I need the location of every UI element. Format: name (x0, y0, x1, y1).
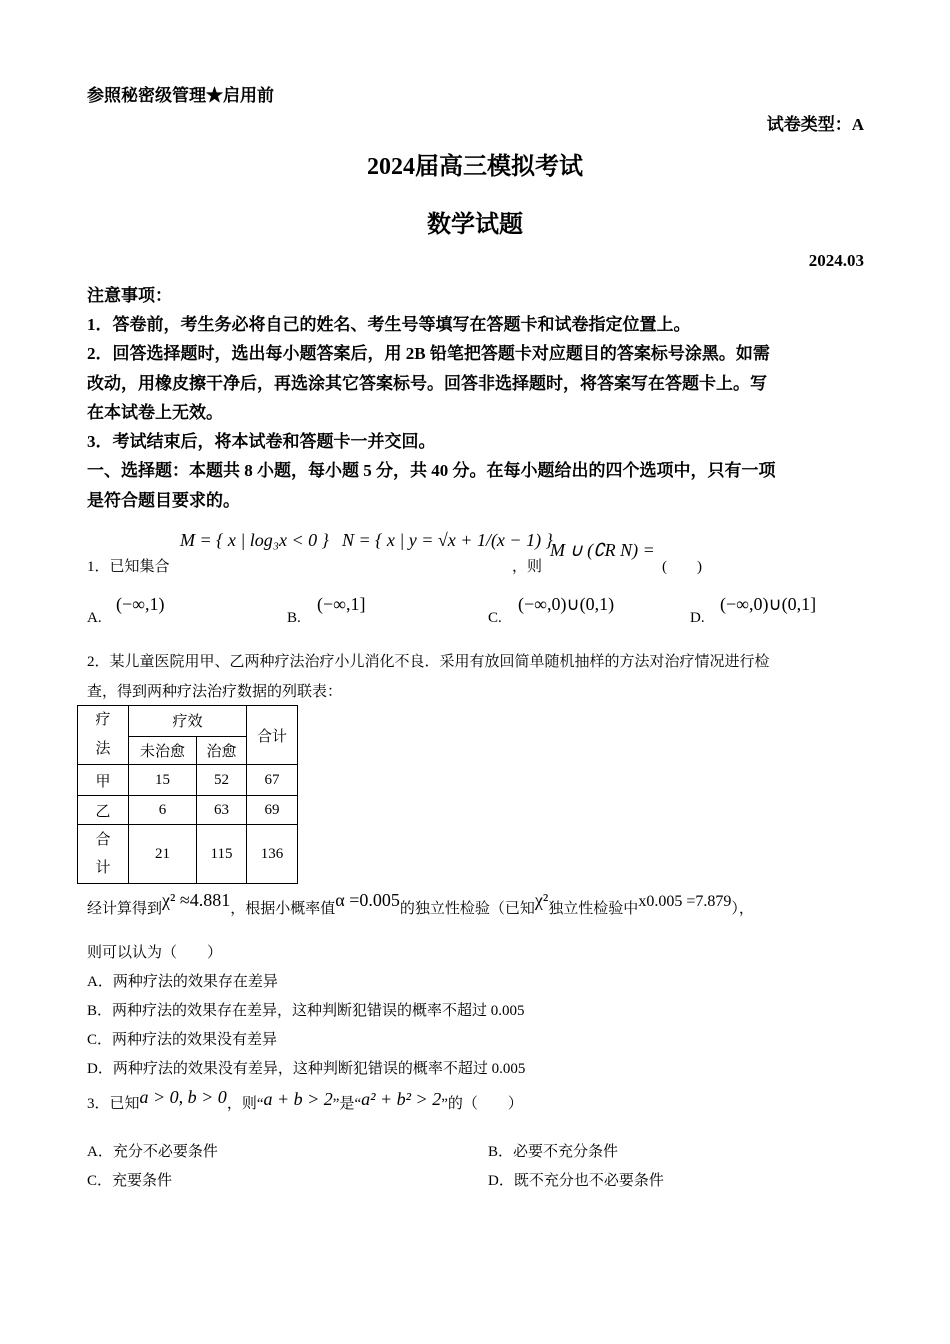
alpha-value: α =0.005 (335, 890, 400, 910)
cell: 甲 (78, 765, 129, 796)
q1-prefix: 1．已知集合 (87, 559, 170, 575)
q3-option-c: C．充要条件 (87, 1173, 173, 1189)
q2-ask: 则可以认为（ ） (87, 945, 223, 961)
q1-option-a-value: (−∞,1) (116, 594, 165, 614)
text: ”是“ (332, 1096, 362, 1112)
q1-option-c-label: C. (488, 610, 502, 626)
q2-text-cont: 查，得到两种疗法治疗数据的列联表： (87, 684, 343, 700)
section-heading-cont: 是符合题目要求的。 (87, 491, 240, 510)
q2-option-b: B．两种疗法的效果存在差异，这种判断犯错误的概率不超过 0.005 (87, 1003, 525, 1019)
q3-statement-q: a² + b² > 2 (361, 1089, 442, 1109)
q3-condition: a > 0, b > 0 (139, 1087, 227, 1107)
cell: 69 (247, 796, 298, 825)
q3-option-d: D．既不充分也不必要条件 (488, 1173, 664, 1189)
q2-text: 2．某儿童医院用甲、乙两种疗法治疗小儿消化不良．采用有放回简单随机抽样的方法对治疗情况进行检 (87, 654, 770, 670)
header-cured: 治愈 (197, 736, 247, 764)
cell: 63 (197, 796, 247, 825)
q1-expression: M ∪ (∁R N) = (550, 540, 655, 560)
cell: 合 计 (78, 825, 129, 884)
text: ）， (731, 901, 754, 917)
header-uncured: 未治愈 (129, 736, 197, 764)
cell: 15 (129, 765, 197, 796)
paper-type: 试卷类型：A (766, 115, 864, 134)
cell: 6 (129, 796, 197, 825)
q1-option-d-label: D. (690, 610, 705, 626)
cell: 115 (197, 825, 247, 884)
q1-option-b-value: (−∞,1] (317, 594, 366, 614)
q3-option-a: A．充分不必要条件 (87, 1144, 218, 1160)
note-item: 2．回答选择题时，选出每小题答案后，用 2B 铅笔把答题卡对应题目的答案标号涂黑。如需 (87, 344, 770, 363)
contingency-table (77, 705, 298, 884)
q1-then: ，则 (512, 559, 543, 575)
q3-option-b: B．必要不充分条件 (488, 1144, 619, 1160)
text: ”的（ ） (441, 1096, 523, 1112)
text: ，根据小概率值 (230, 901, 336, 917)
critical-value: x0.005 =7.879 (638, 893, 732, 910)
table-row (78, 796, 298, 825)
q2-option-c: C．两种疗法的效果没有差异 (87, 1032, 278, 1048)
text: 3．已知 (87, 1096, 140, 1112)
section-heading: 一、选择题：本题共 8 小题，每小题 5 分，共 40 分。在每小题给出的四个选项中，只有一项 (87, 461, 776, 480)
chi-square-value: χ² ≈4.881 (162, 890, 231, 910)
q2-stat-line (87, 890, 754, 918)
notes-heading: 注意事项： (87, 286, 172, 305)
note-item: 1．答卷前，考生务必将自己的姓名、考生号等填写在答题卡和试卷指定位置上。 (87, 315, 691, 334)
cell: 乙 (78, 796, 129, 825)
note-item: 3．考试结束后，将本试卷和答题卡一并交回。 (87, 432, 436, 451)
text: 独立性检验中 (548, 901, 639, 917)
q2-option-a: A．两种疗法的效果存在差异 (87, 974, 278, 990)
exam-title: 2024届高三模拟考试 (367, 154, 583, 180)
cell: 52 (197, 765, 247, 796)
secrecy-label: 参照秘密级管理★启用前 (87, 86, 274, 105)
header-total: 合计 (247, 706, 298, 765)
table-row (78, 765, 298, 796)
header-method: 疗 法 (78, 706, 129, 765)
cell: 21 (129, 825, 197, 884)
q1-answer-paren: ( ) (662, 559, 702, 575)
q2-option-d: D．两种疗法的效果没有差异，这种判断犯错误的概率不超过 0.005 (87, 1061, 526, 1077)
subject-title: 数学试题 (427, 212, 523, 238)
table-row-total (78, 825, 298, 884)
q1-option-a-label: A. (87, 610, 102, 626)
q1-option-b-label: B. (287, 610, 301, 626)
q1-option-c-value: (−∞,0)∪(0,1) (518, 594, 615, 614)
note-item: 改动，用橡皮擦干净后，再选涂其它答案标号。回答非选择题时，将答案写在答题卡上。写 (87, 374, 767, 393)
q1-set-m: M = { x | log₃x < 0 } (180, 530, 329, 550)
cell: 136 (247, 825, 298, 884)
chi-square-symbol: χ² (534, 890, 549, 910)
text: ，则“ (226, 1096, 264, 1112)
note-item: 在本试卷上无效。 (87, 403, 223, 422)
q3-statement-p: a + b > 2 (263, 1089, 333, 1109)
q3-line (87, 1087, 523, 1113)
q1-set-n: N = { x | y = √x + 1/(x − 1) } (342, 530, 553, 550)
q1-option-d-value: (−∞,0)∪(0,1] (720, 594, 817, 614)
text: 的独立性检验（已知 (399, 901, 535, 917)
header-effect: 疗效 (129, 706, 247, 737)
cell: 67 (247, 765, 298, 796)
text: 经计算得到 (87, 901, 163, 917)
exam-date: 2024.03 (808, 251, 864, 270)
